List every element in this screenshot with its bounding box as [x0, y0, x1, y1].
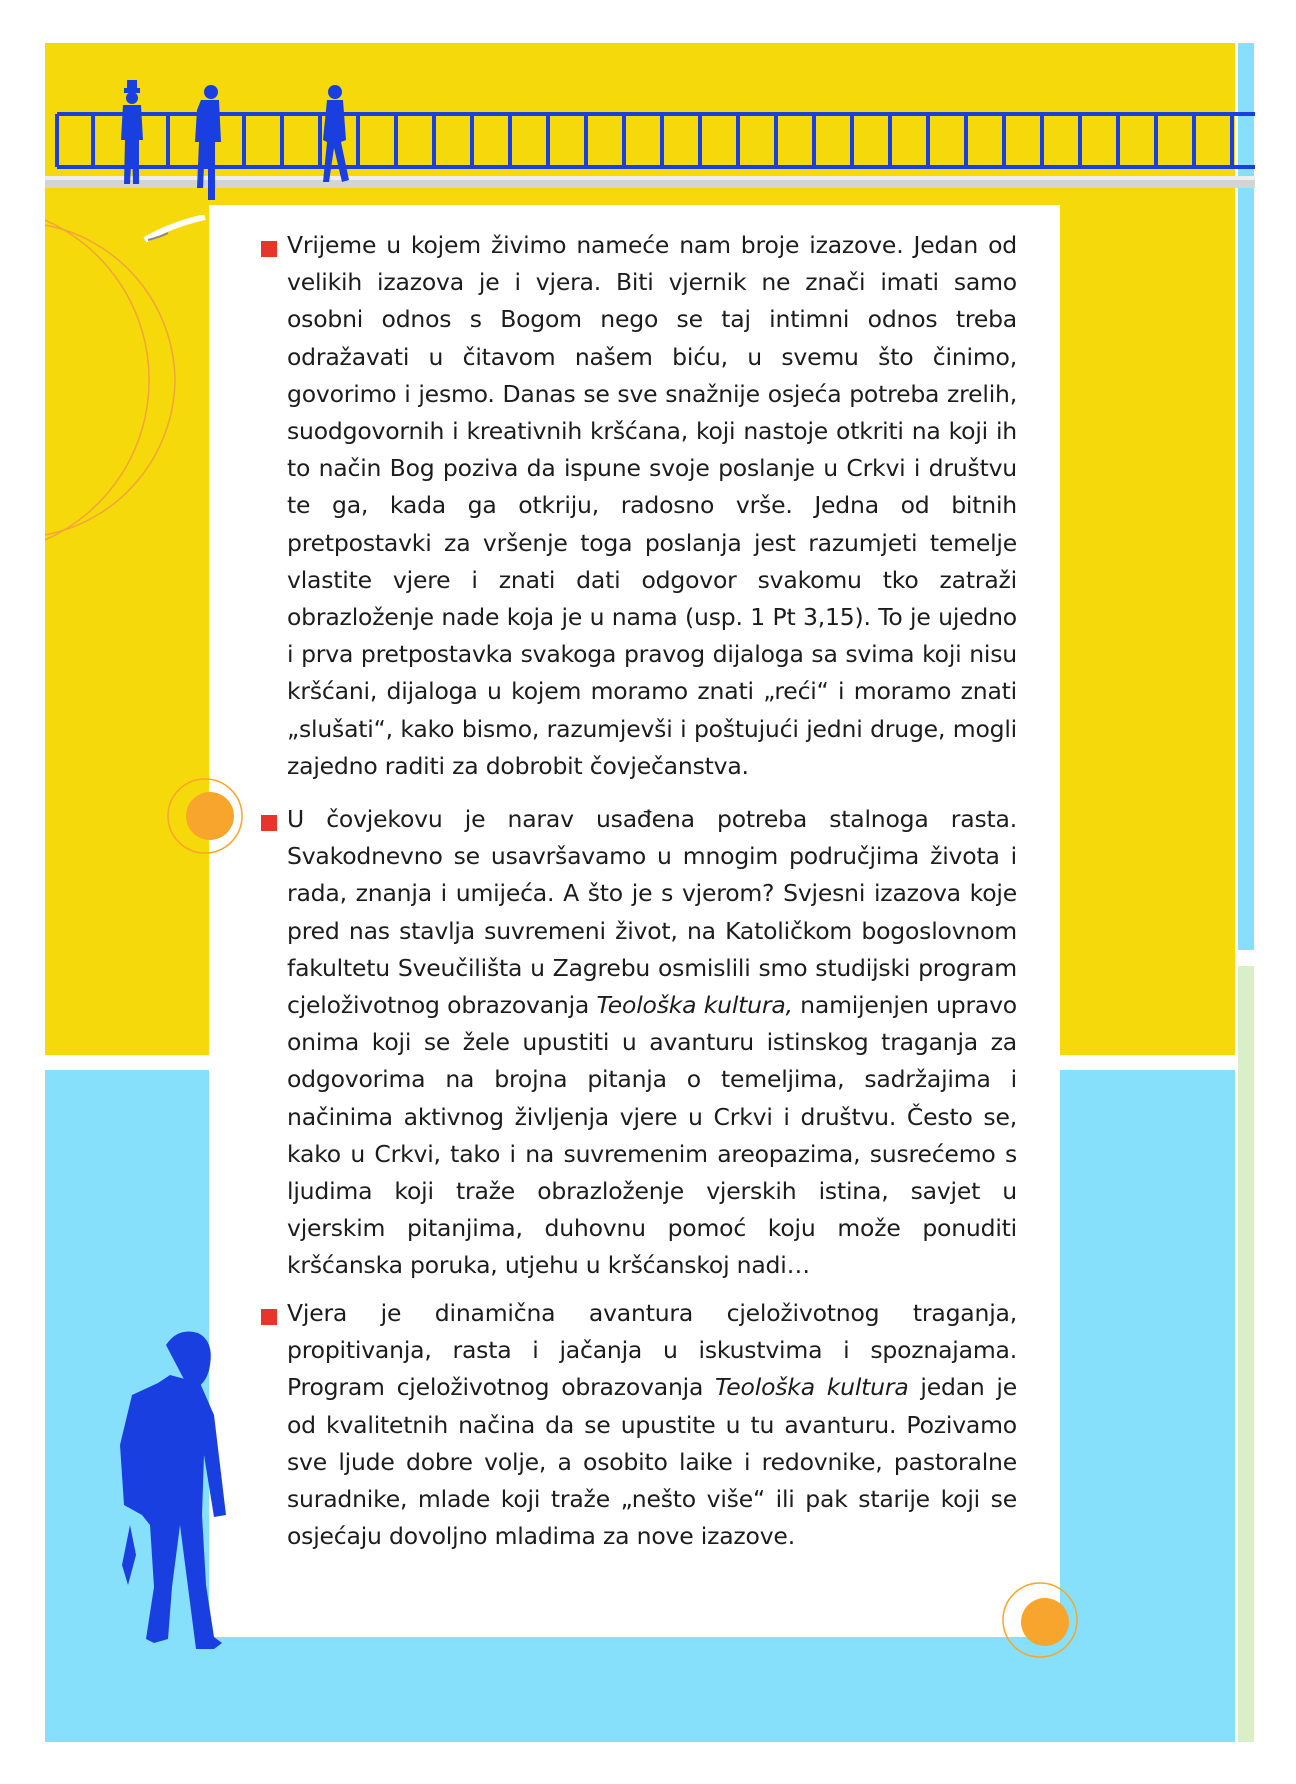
sketch-mark — [140, 215, 210, 245]
bridge-ladder — [57, 114, 1255, 167]
red-square-icon — [261, 241, 277, 257]
paragraph-2 — [287, 801, 1017, 1285]
walking-person-icon — [118, 1325, 248, 1655]
red-square-icon — [261, 1309, 277, 1325]
paragraph-3-text: Vjera je dinamična avantura cjeloživotnog traganja, propitivanja, rasta i jačanja u iskustvima i spoznajama. Program cjeloživotnog obrazovanja — [287, 1299, 1017, 1402]
orange-circle-left — [165, 776, 245, 856]
program-title: Teološka kultura, — [596, 991, 793, 1020]
pale-strip-right — [1238, 966, 1254, 1742]
orange-circle-right — [1000, 1580, 1080, 1660]
bridge-shadow — [45, 176, 1255, 188]
red-square-icon — [261, 815, 277, 831]
text-card — [209, 205, 1060, 1637]
paragraph-2-text: U čovjekovu je narav usađena potreba stalnoga rasta. Svakodnevno se usavršavamo u mnogim područjima života i rada, znanja i umijeća. A što je s vjerom? Svjesni izazova koje pred nas stavlja suvremeni život, na Katoličkom bogoslovnom fakultetu Sveučilišta u Zagrebu osmislili smo studijski program cjeloživotnog obrazovanja — [287, 805, 1017, 1020]
paragraph-3-text-end: jedan je od kvalitetnih načina da se upustite u tu avanturu. Pozivamo sve ljude dobre volje, a osobito laike i redovnike, pastoralne suradnike, mlade koji traže „nešto više“ ili pak starije koji se osjećaju dovoljno mladima za nove izazove. — [287, 1373, 1018, 1551]
paragraph-2-text-end: namijenjen upravo onima koji se žele upustiti u avanturu istinskog traganja za odgovorima na brojna pitanja o temeljima, sadržajima i načinima aktivnog življenja vjere u Crkvi i društvu. Često se, kako u Crkvi, tako i na suvremenim areopazima, susrećemo s ljudima koji traže obrazloženje vjerskih istina, savjet u vjerskim pitanjima, duhovnu pomoć koju može ponuditi kršćanska poruka, utjehu u kršćanskoj nadi… — [287, 991, 1017, 1280]
paragraph-3 — [287, 1295, 1017, 1555]
paragraph-1: Vrijeme u kojem živimo nameće nam broje izazove. Jedan od velikih izazova je i vjera. Biti vjernik ne znači imati samo osobni odnos s Bogom nego se taj intimni odnos treba odražavati u čitavom našem biću, u svemu što činimo, govorimo i jesmo. Danas se sve snažnije osjeća potreba zrelih, suodgovornih i kreativnih kršćana, koji nastoje otkriti na koji ih to način Bog poziva da ispune svoje poslanje u Crkvi i društvu te ga, kada ga otkriju, radosno vrše. Jedna od bitnih pretpostavki za vršenje toga poslanja jest razumjeti temelje vlastite vjere i znati dati odgovor svakomu tko zatraži obrazloženje nade koja je u nama (usp. 1 Pt 3,15). To je ujedno i prva pretpostavka svakoga pravog dijaloga sa svima koji nisu kršćani, dijaloga u kojem moramo znati „reći“ i moramo znati „slušati“, kako bismo, razumjevši i poštujući jedni druge, mogli zajedno raditi za dobrobit čovječanstva. — [287, 231, 1017, 780]
arc-decoration — [45, 200, 195, 560]
program-title: Teološka kultura — [715, 1373, 909, 1402]
